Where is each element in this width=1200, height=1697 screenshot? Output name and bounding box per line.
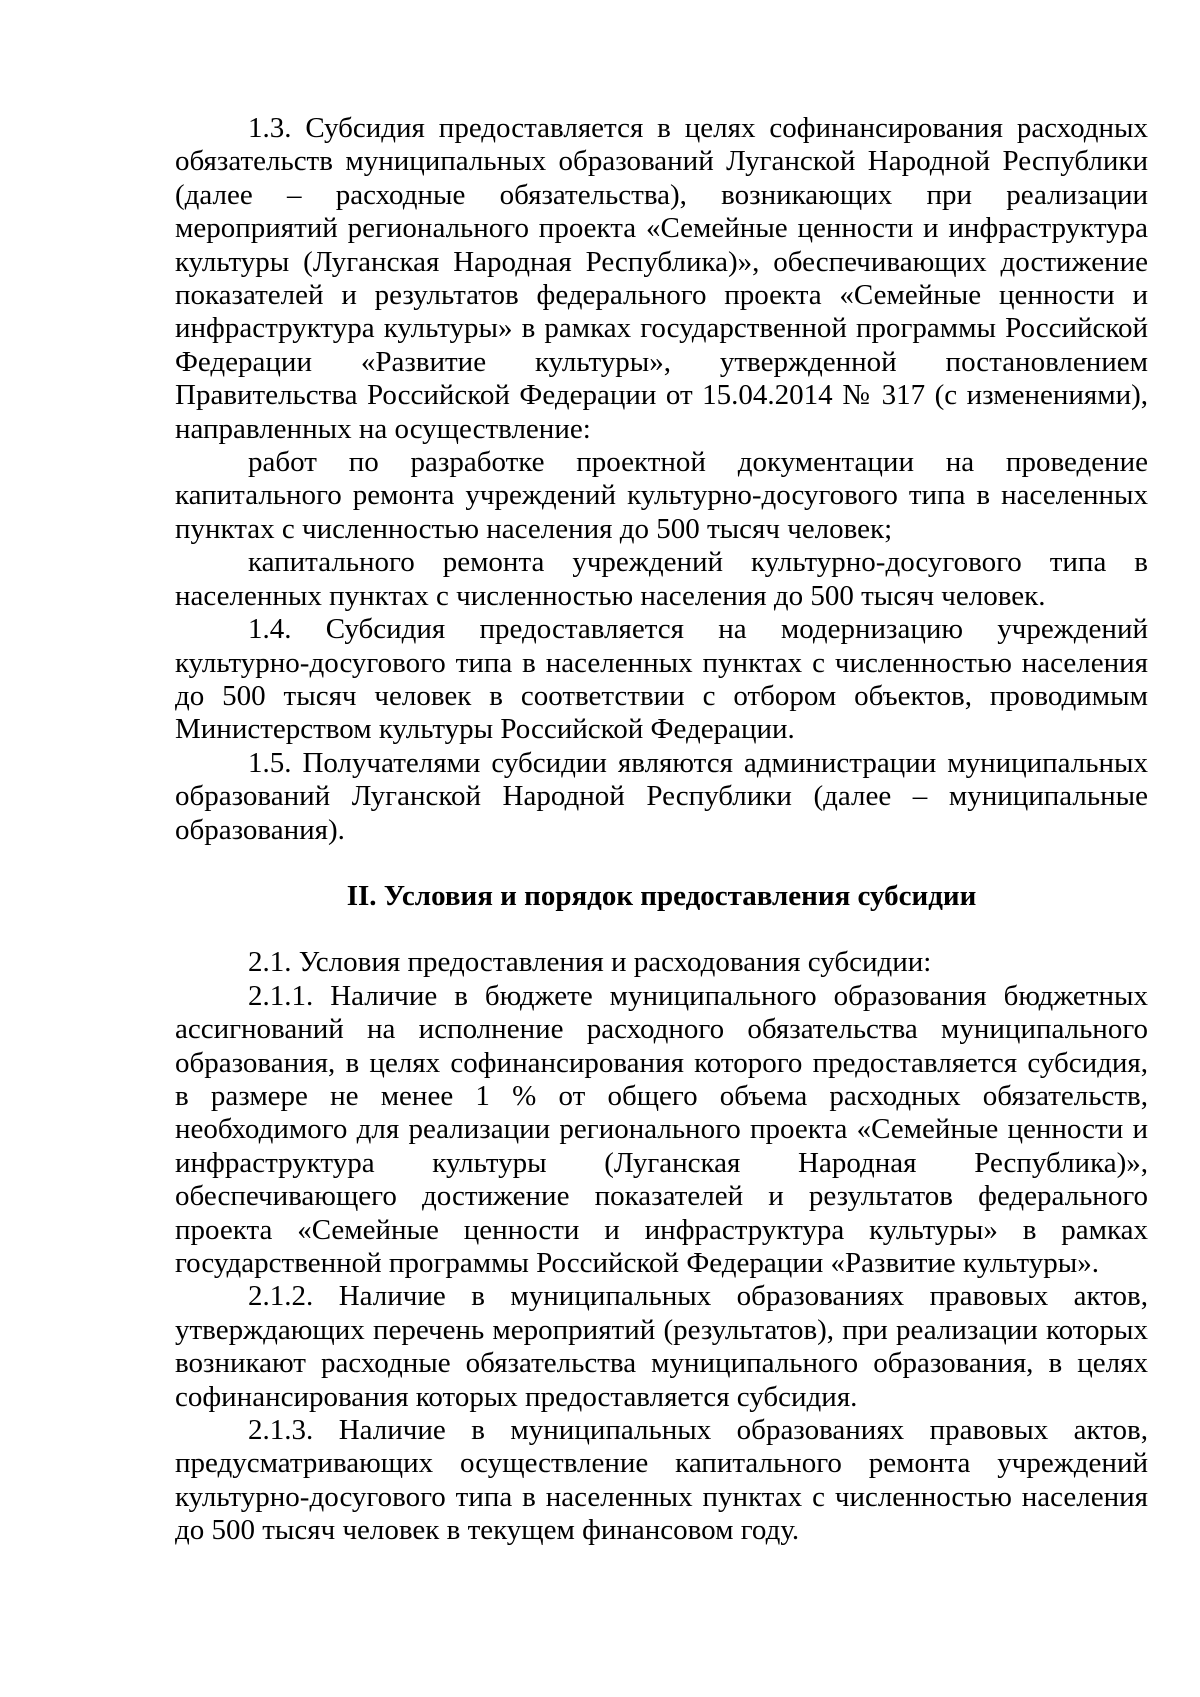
paragraph-1-5: 1.5. Получателями субсидии являются администрации муниципальных образований Луганской Народной Республики (далее – муниципальные образования).: [175, 746, 1148, 846]
section-heading: II. Условия и порядок предоставления субсидии: [346, 879, 977, 912]
paragraph-design-works: работ по разработке проектной документации на проведение капитального ремонта учреждений культурно-досугового типа в населенных пунктах с численностью населения до 500 тысяч человек;: [175, 446, 1148, 545]
paragraph-2-1: 2.1. Условия предоставления и расходования субсидии:: [248, 946, 932, 979]
paragraph-1-4: 1.4. Субсидия предоставляется на модернизацию учреждений культурно-досугового типа в населенных пунктах с численностью населения до 500 тысяч человек в соответствии с отбором объектов, проводимым Министерством культуры Российской Федерации.: [175, 613, 1148, 746]
paragraph-1-3: 1.3. Субсидия предоставляется в целях софинансирования расходных обязательств муниципальных образований Луганской Народной Республики (далее – расходные обязательства), возникающих при реализации мероприятий регионального проекта «Семейные ценности и инфраструктура культуры (Луганская Народная Республика)», обеспечивающих достижение показателей и результатов федерального проекта «Семейные ценности и инфраструктура культуры» в рамках государственной программы Российской Федерации «Развитие культуры», утвержденной постановлением Правительства Российской Федерации от 15.04.2014 № 317 (с изменениями), направленных на осуществление:: [175, 112, 1148, 445]
paragraph-2-1-1: 2.1.1. Наличие в бюджете муниципального образования бюджетных ассигнований на исполнение расходного обязательства муниципального образования, в целях софинансирования которого предоставляется субсидия, в размере не менее 1 % от общего объема расходных обязательств, необходимого для реализации регионального проекта «Семейные ценности и инфраструктура культуры (Луганская Народная Республика)», обеспечивающего достижение показателей и результатов федерального проекта «Семейные ценности и инфраструктура культуры» в рамках государственной программы Российской Федерации «Развитие культуры».: [175, 979, 1148, 1279]
paragraph-2-1-3: 2.1.3. Наличие в муниципальных образованиях правовых актов, предусматривающих осуществление капитального ремонта учреждений культурно-досугового типа в населенных пунктах с численностью населения до 500 тысяч человек в текущем финансовом году.: [175, 1414, 1148, 1547]
paragraph-capital-repair: капитального ремонта учреждений культурно-досугового типа в населенных пунктах с численностью населения до 500 тысяч человек.: [175, 546, 1148, 612]
document-body: [175, 112, 1148, 1548]
paragraph-2-1-2: 2.1.2. Наличие в муниципальных образованиях правовых актов, утверждающих перечень мероприятий (результатов), при реализации которых возникают расходные обязательства муниципального образования, в целях софинансирования которых предоставляется субсидия.: [175, 1280, 1148, 1413]
